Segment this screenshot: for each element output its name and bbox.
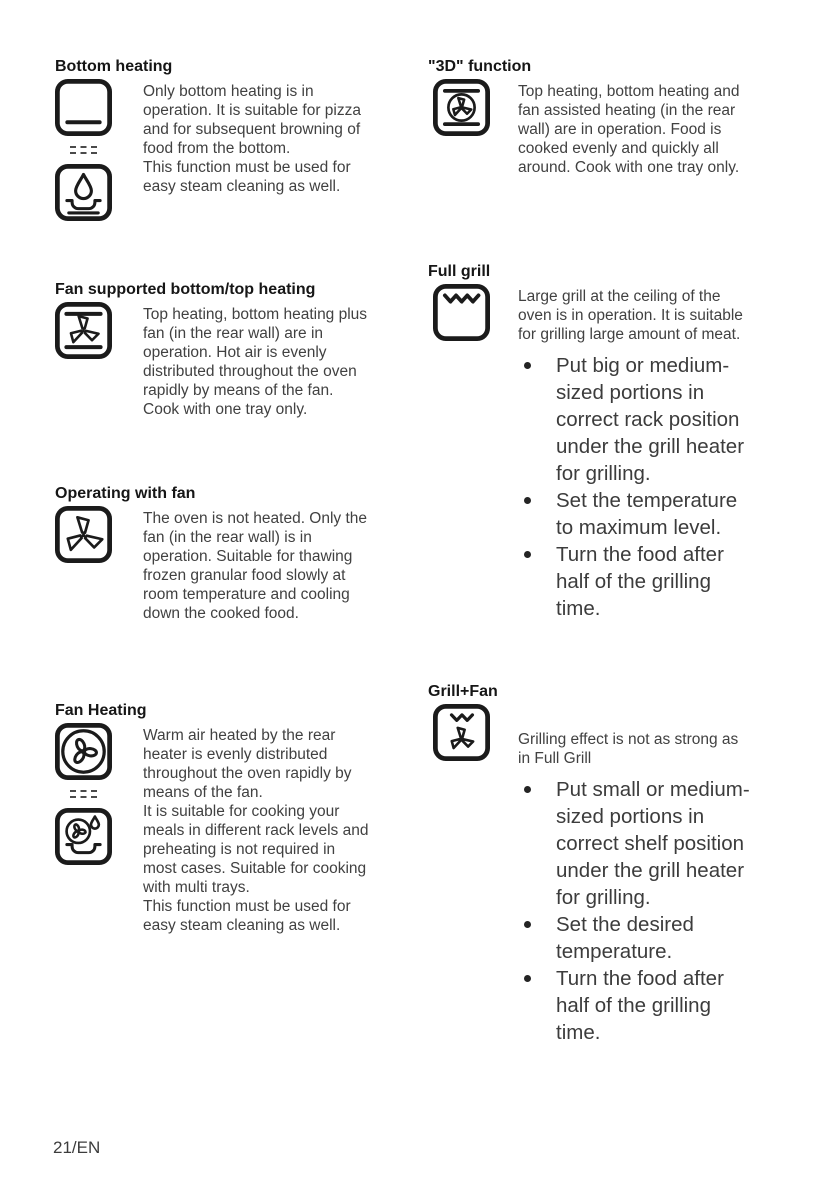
section-operating-with-fan: [55, 484, 373, 623]
icon-column: [428, 79, 518, 136]
bullet-item: Set the temperature to maximum level.: [518, 487, 753, 541]
section-text: [143, 302, 373, 419]
paragraph: This function must be used for easy steam cleaning as well.: [143, 898, 351, 934]
section-fan-heating: [55, 701, 373, 935]
section-title: "3D" function: [428, 58, 532, 75]
icon-column: [55, 302, 143, 359]
bullet-item: Turn the food after half of the grilling time.: [518, 541, 753, 622]
section-text: [518, 284, 748, 622]
icon-separator-dashes: [70, 786, 97, 802]
icon-column: [428, 284, 518, 341]
icon-separator-dashes: [70, 142, 97, 158]
section-full-grill: [428, 262, 748, 622]
bullet-item: Turn the food after half of the grilling time.: [518, 965, 753, 1046]
oven-fan-heating-icon: [55, 723, 112, 780]
section-title: Grill+Fan: [428, 683, 498, 700]
section-bottom-heating: [55, 57, 373, 221]
paragraph: Large grill at the ceiling of the oven is in operation. It is suitable for grilling large amount of meat.: [518, 288, 743, 343]
icon-column: [55, 723, 143, 865]
icon-column: [55, 79, 143, 221]
paragraph: It is suitable for cooking your meals in different rack levels and preheating is not required in most cases. Suitable for cooking with multi trays.: [143, 803, 369, 896]
oven-full-grill-icon: [433, 284, 490, 341]
section-text: [518, 704, 748, 1046]
paragraph: The oven is not heated. Only the fan (in the rear wall) is in operation. Suitable for thawing frozen granular food slowly at room temperature and cooling down the cooked food.: [143, 510, 368, 622]
oven-grill-fan-icon: [433, 704, 490, 761]
bullet-list: [518, 776, 753, 1046]
paragraph: Top heating, bottom heating and fan assisted heating (in the rear wall) are in operation. Food is cooked evenly and quickly all around. Cook with one tray only.: [518, 83, 740, 176]
oven-fan-only-icon: [55, 506, 112, 563]
bullet-list: [518, 352, 753, 622]
bullet-item: Put small or medium-sized portions in correct shelf position under the grill heater for grilling.: [518, 776, 753, 911]
paragraph: Warm air heated by the rear heater is evenly distributed throughout the oven rapidly by means of the fan.: [143, 727, 352, 801]
section-title: Full grill: [428, 263, 491, 280]
section-text: [143, 723, 373, 935]
section-grill-fan: [428, 682, 748, 1046]
oven-fan-top-bottom-heating-icon: [55, 302, 112, 359]
icon-column: [428, 704, 518, 761]
section-title: Bottom heating: [55, 58, 173, 75]
oven-steam-cleaning-icon: [55, 164, 112, 221]
section-title: Fan Heating: [55, 702, 147, 719]
paragraph: Only bottom heating is in operation. It is suitable for pizza and for subsequent browning of food from the bottom.: [143, 83, 361, 157]
oven-fan-steam-cleaning-icon: [55, 808, 112, 865]
section-fan-supported-bottom-top-heating: [55, 280, 373, 419]
section-title: Fan supported bottom/top heating: [55, 281, 316, 298]
section-text: [143, 79, 373, 196]
section-text: [143, 506, 373, 623]
section-title: Operating with fan: [55, 485, 196, 502]
section-text: [518, 79, 748, 177]
paragraph: Grilling effect is not as strong as in Full Grill: [518, 731, 739, 767]
section-3d-function: [428, 57, 748, 177]
page-number: 21/EN: [53, 1138, 101, 1157]
oven-bottom-heating-icon: [55, 79, 112, 136]
oven-3d-function-icon: [433, 79, 490, 136]
paragraph: This function must be used for easy steam cleaning as well.: [143, 159, 351, 195]
bullet-item: Put big or medium-sized portions in correct rack position under the grill heater for grilling.: [518, 352, 753, 487]
icon-column: [55, 506, 143, 563]
bullet-item: Set the desired temperature.: [518, 911, 753, 965]
paragraph: Top heating, bottom heating plus fan (in the rear wall) are in operation. Hot air is evenly distributed throughout the oven rapidly by means of the fan. Cook with one tray only.: [143, 306, 368, 418]
